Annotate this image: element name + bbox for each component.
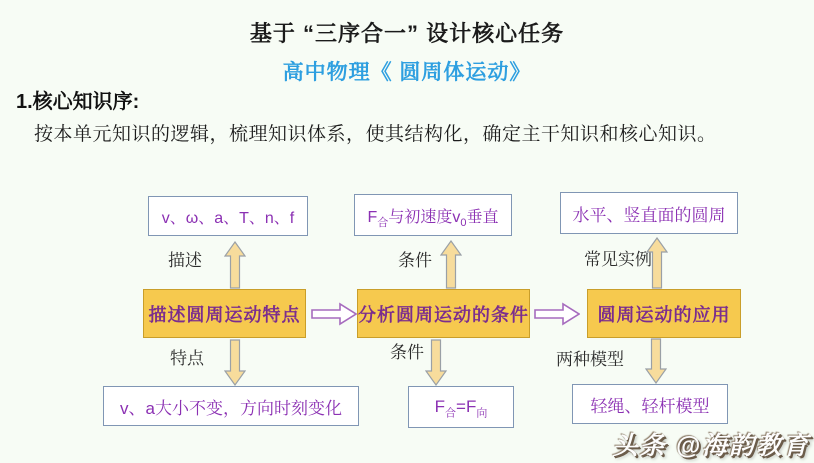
toutiao-watermark: 头条 @海韵教育 <box>612 432 810 460</box>
section-description: 按本单元知识的逻辑，梳理知识体系，使其结构化，确定主干知识和核心知识。 <box>34 124 717 145</box>
edge-label-condition-top: 条件 <box>398 251 432 270</box>
formula-text: $F_合=F_向$ <box>434 397 488 420</box>
down-arrow-icon <box>224 339 246 386</box>
main-box-applications-label: 圆周运动的应用 <box>597 304 731 325</box>
main-box-describe-features <box>143 289 306 338</box>
bottom-box-velocity-direction-label: v、a大小不变，方向时刻变化 <box>120 398 342 418</box>
page-title: 基于 “三序合一” 设计核心任务 <box>249 21 565 46</box>
up-arrow-icon <box>440 240 462 289</box>
edge-label-features: 特点 <box>170 349 204 368</box>
top-box-quantities <box>148 196 308 236</box>
bottom-box-rope-rod-models-label: 轻绳、轻杆模型 <box>590 396 710 416</box>
right-arrow-icon <box>534 302 580 326</box>
right-arrow-icon <box>311 302 357 326</box>
top-box-force-condition <box>354 194 512 236</box>
edge-label-common-examples: 常见实例 <box>584 250 652 269</box>
edge-label-condition-bottom: 条件 <box>390 343 424 362</box>
up-arrow-icon <box>646 237 668 289</box>
page-subtitle: 高中物理《 圆周体运动》 <box>282 61 532 84</box>
edge-label-two-models: 两种模型 <box>556 350 624 369</box>
up-arrow-icon <box>224 241 246 289</box>
down-arrow-icon <box>645 338 667 384</box>
down-arrow-icon <box>425 339 447 386</box>
bottom-box-velocity-direction <box>103 386 359 426</box>
bottom-box-force-equation <box>408 386 514 428</box>
bottom-box-rope-rod-models <box>572 384 728 424</box>
main-box-analyze-conditions-label: 分析圆周运动的条件 <box>358 304 529 325</box>
main-box-describe-features-label: 描述圆周运动特点 <box>148 304 301 325</box>
section-heading: 1.核心知识序: <box>16 91 140 113</box>
edge-label-describe: 描述 <box>168 251 202 270</box>
top-box-quantities-label: v、ω、a、T、n、f <box>161 209 295 227</box>
formula-text: $F_合$与初速度$v_0$垂直 <box>367 208 499 229</box>
top-box-circle-planes <box>560 192 738 234</box>
main-box-applications <box>587 289 741 338</box>
top-box-circle-planes-label: 水平、竖直面的圆周 <box>572 205 726 225</box>
main-box-analyze-conditions <box>357 289 530 338</box>
